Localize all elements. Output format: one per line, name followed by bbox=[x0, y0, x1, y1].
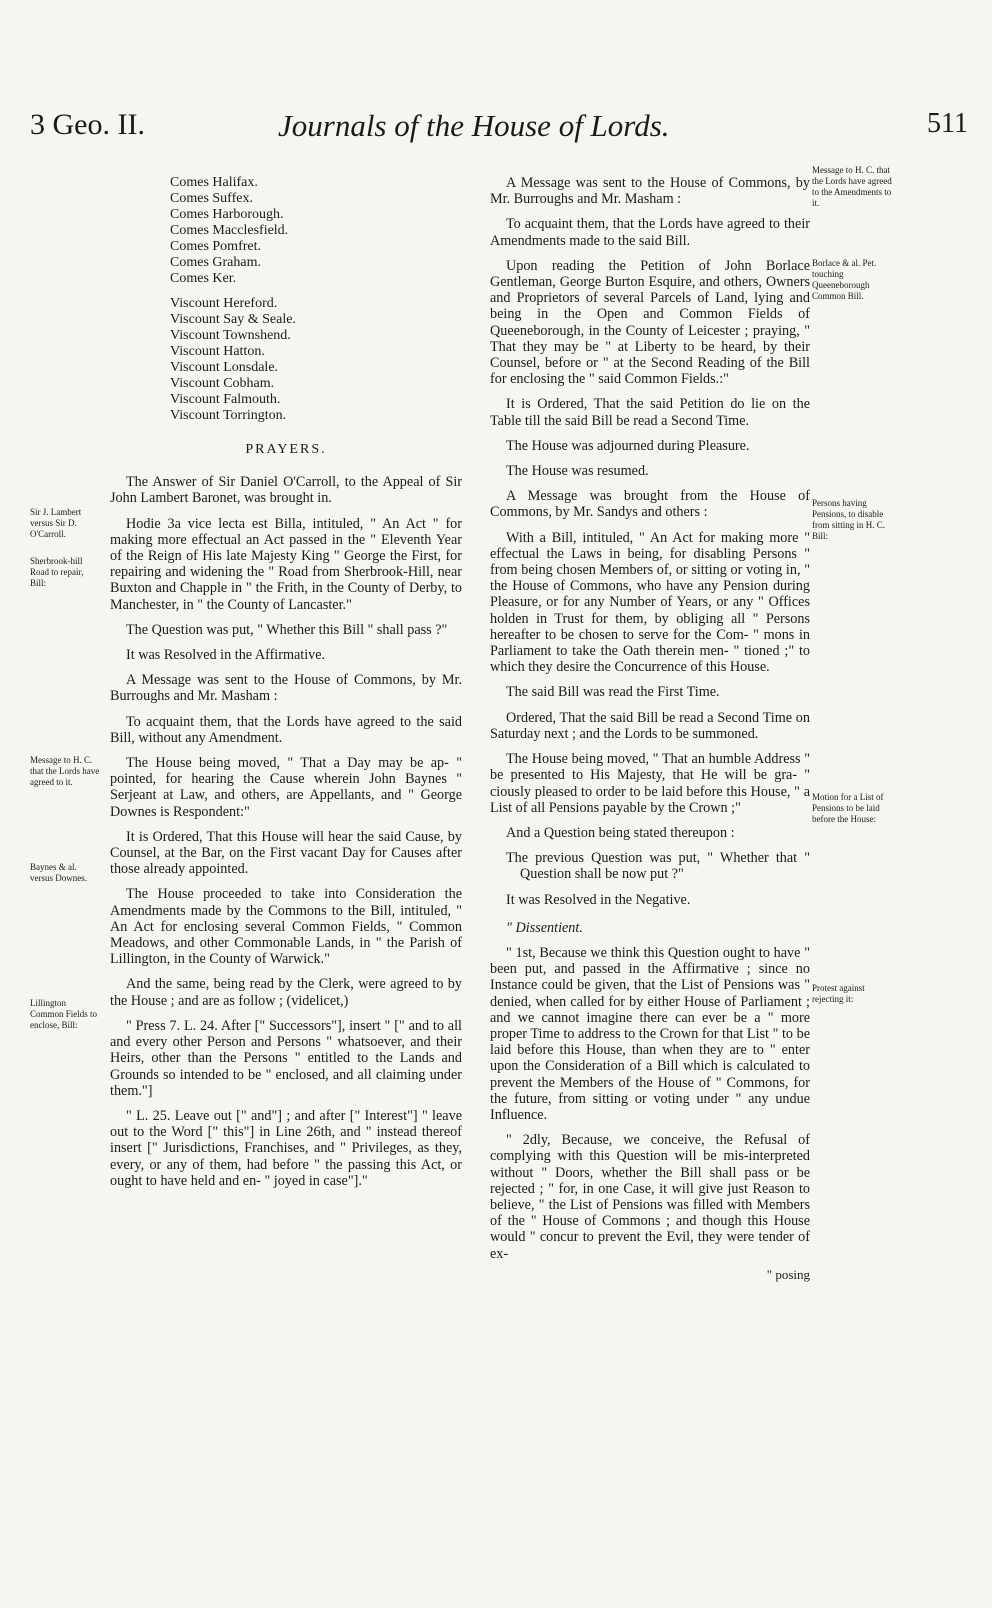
paragraph: The House being moved, " That a Day may be ap- " pointed, for hearing the Cause wherein John Baynes " Serjeant at Law, and others, are Appellants, and " George Downes is Respondent:" bbox=[110, 755, 462, 820]
paragraph: The previous Question was put, " Whether that " Question shall be now put ?" bbox=[506, 850, 810, 883]
paragraph: " Press 7. L. 24. After [" Successors"], insert " [" and to all and every other Person and Persons " whatsoever, and their Heirs, other than the Persons " entitled to the Lands and Grounds so intended to be " enclosed, and all claiming under them."] bbox=[110, 1017, 462, 1099]
paragraph: " 1st, Because we think this Question ought to have " been put, and passed in the Affirmative ; since no Instance could be given, that the List of Pensions was " denied, when called for by either House of Parliament ; and we cannot imagine there can ever be a " more proper Time to address to the Crown for that List " to be laid before this House, than when they are to " enter upon the Consideration of a Bill which is calculated to prevent the Members of the House of " Commons, for the future, from sitting or voting under " any undue Influence. bbox=[490, 944, 810, 1123]
paragraph: It is Ordered, That the said Petition do lie on the Table till the said Bill be read a Second Time. bbox=[490, 396, 810, 429]
peer-name: Comes Suffex. bbox=[170, 191, 253, 206]
paragraph: " 2dly, Because, we conceive, the Refusal of complying with this Question will be mis-interpreted without " Doors, whether the Bill shall pass or be rejected ; " for, in one Case, it will give just Reason to believe, " the List of Pensions was filled with Members of the " House of Commons ; and though this House would " concur to prevent the Evil, they were tender of ex- bbox=[490, 1132, 810, 1262]
margin-note-lambert: Sir J. Lambert versus Sir D. O'Carroll. bbox=[30, 507, 82, 539]
viscount-list bbox=[110, 296, 462, 424]
peer-name: Comes Macclesfield. bbox=[170, 223, 289, 238]
margin-note-motion: Motion for a List of Pensions to be laid before the House: bbox=[812, 792, 884, 824]
paragraph: Upon reading the Petition of John Borlace Gentleman, George Burton Esquire, and others, Owners and Proprietors of several Parcels of Land, lying and being in the Open and Common Fields of Queeneborough, in the County of Leicester ; praying, " That they may be " at Liberty to be heard, by their Counsel, before or " at the Second Reading of the Bill for enclosing the " said Common Fields.:" bbox=[490, 257, 810, 388]
paragraph: Ordered, That the said Bill be read a Second Time on Saturday next ; and the Lords to be summoned. bbox=[490, 709, 810, 742]
dissentient-heading: " Dissentient. bbox=[506, 919, 583, 936]
margin-note-sherbrook: Sherbrook-hill Road to repair, Bill: bbox=[30, 556, 84, 588]
peer-name: Comes Ker. bbox=[170, 271, 237, 286]
peer-name: Viscount Falmouth. bbox=[170, 392, 281, 407]
margin-note-baynes: Baynes & al. versus Downes. bbox=[30, 862, 87, 883]
paragraph: The House was resumed. bbox=[506, 463, 649, 480]
peer-name: Viscount Hereford. bbox=[170, 296, 278, 311]
peer-name: Comes Pomfret. bbox=[170, 239, 261, 254]
peer-name: Comes Harborough. bbox=[170, 207, 284, 222]
peer-name: Viscount Hatton. bbox=[170, 344, 265, 359]
margin-note-message-agreed: Message to H. C. that the Lords have agreed to it. bbox=[30, 755, 100, 787]
paragraph: The House was adjourned during Pleasure. bbox=[506, 437, 750, 454]
paragraph: It was Resolved in the Negative. bbox=[506, 891, 691, 908]
peer-name: Comes Graham. bbox=[170, 255, 261, 270]
margin-note-pensions-bill: Persons having Pensions, to disable from sitting in H. C. Bill: bbox=[812, 498, 886, 541]
regnal-year: 3 Geo. II. bbox=[30, 108, 145, 141]
paragraph: It was Resolved in the Affirmative. bbox=[126, 647, 326, 664]
paragraph: " L. 25. Leave out [" and"] ; and after [" Interest"] " leave out to the Word [" this"] in Line 26th, and " instead thereof insert [" Jurisdictions, Franchises, and " Privileges, as they, every, or any of them, had before " the passing this Act, or ought to have held and en- " joyed in case"]." bbox=[110, 1107, 462, 1189]
paragraph: The Question was put, " Whether this Bill " shall pass ?" bbox=[126, 621, 448, 638]
paragraph: The House proceeded to take into Consideration the Amendments made by the Commons to the Bill, intituled, " An Act for enclosing several Common Fields, " Common Meadows, and other Commonable Lands, in " the Parish of Lillington, in the County of Warwick." bbox=[110, 886, 462, 968]
margin-note-borlace: Borlace & al. Pet. touching Queeneborough Common Bill. bbox=[812, 258, 877, 301]
peer-name: Comes Halifax. bbox=[170, 175, 258, 190]
right-column bbox=[490, 175, 810, 1283]
paragraph: The said Bill was read the First Time. bbox=[506, 684, 720, 701]
margin-note-lillington: Lillington Common Fields to enclose, Bill: bbox=[30, 998, 98, 1030]
paragraph: The Answer of Sir Daniel O'Carroll, to the Appeal of Sir John Lambert Baronet, was brought in. bbox=[110, 474, 462, 507]
page-header bbox=[0, 108, 992, 158]
left-column bbox=[110, 175, 462, 1198]
prayers-heading: PRAYERS. bbox=[245, 442, 327, 457]
paragraph: To acquaint them, that the Lords have agreed to their Amendments made to the said Bill. bbox=[490, 216, 810, 249]
peer-name: Viscount Townshend. bbox=[170, 328, 291, 343]
catchword: " posing bbox=[766, 1266, 810, 1282]
peer-name: Viscount Torrington. bbox=[170, 408, 287, 423]
margin-note-amendments: Message to H. C. that the Lords have agreed to the Amendments to it. bbox=[812, 165, 892, 208]
peer-name: Viscount Cobham. bbox=[170, 376, 275, 391]
paragraph: And a Question being stated thereupon : bbox=[506, 824, 735, 841]
paragraph: The House being moved, " That an humble Address " be presented to His Majesty, that He will be gra- " ciously pleased to order to be laid before this House, " a List of all Pensions payable by the Crown ;" bbox=[490, 751, 810, 816]
margin-note-protest: Protest against rejecting it: bbox=[812, 983, 865, 1004]
paragraph: A Message was brought from the House of Commons, by Mr. Sandys and others : bbox=[490, 488, 810, 521]
paragraph: A Message was sent to the House of Commons, by Mr. Burroughs and Mr. Masham : bbox=[110, 672, 462, 705]
paragraph: And the same, being read by the Clerk, were agreed to by the House ; and are as follow ; (videlicet,) bbox=[110, 976, 462, 1009]
comes-list bbox=[110, 175, 462, 287]
journal-title: Journals of the House of Lords. bbox=[278, 108, 670, 143]
peer-name: Viscount Say & Seale. bbox=[170, 312, 296, 327]
paragraph: Hodie 3a vice lecta est Billa, intituled, " An Act " for making more effectual an Act passed in the " Eleventh Year of the Reign of His late Majesty King " George the First, for repairing and widening the " Road from Sherbrook-Hill, near Buxton and Chapple in " the Frith, in the County of Derby, to Manchester, in " the County of Lancaster." bbox=[110, 515, 462, 613]
page-number: 511 bbox=[927, 108, 968, 139]
peer-name: Viscount Lonsdale. bbox=[170, 360, 279, 375]
paragraph: A Message was sent to the House of Commons, by Mr. Burroughs and Mr. Masham : bbox=[490, 175, 810, 208]
paragraph: It is Ordered, That this House will hear the said Cause, by Counsel, at the Bar, on the First vacant Day for Causes after those already appointed. bbox=[110, 828, 462, 878]
paragraph: With a Bill, intituled, " An Act for making more " effectual the Laws in being, for disabling Persons " from being chosen Members of, or sitting or voting in, " the House of Commons, who have any Pension during Pleasure, or for any Number of Years, or any " Offices holden in Trust for them, by obliging all " Persons hereafter to be chosen to serve for the Com- " mons in Parliament to take the Oath therein men- " tioned ;" to which they desire the Concurrence of this House. bbox=[490, 529, 810, 676]
paragraph: To acquaint them, that the Lords have agreed to the said Bill, without any Amendment. bbox=[110, 713, 462, 746]
